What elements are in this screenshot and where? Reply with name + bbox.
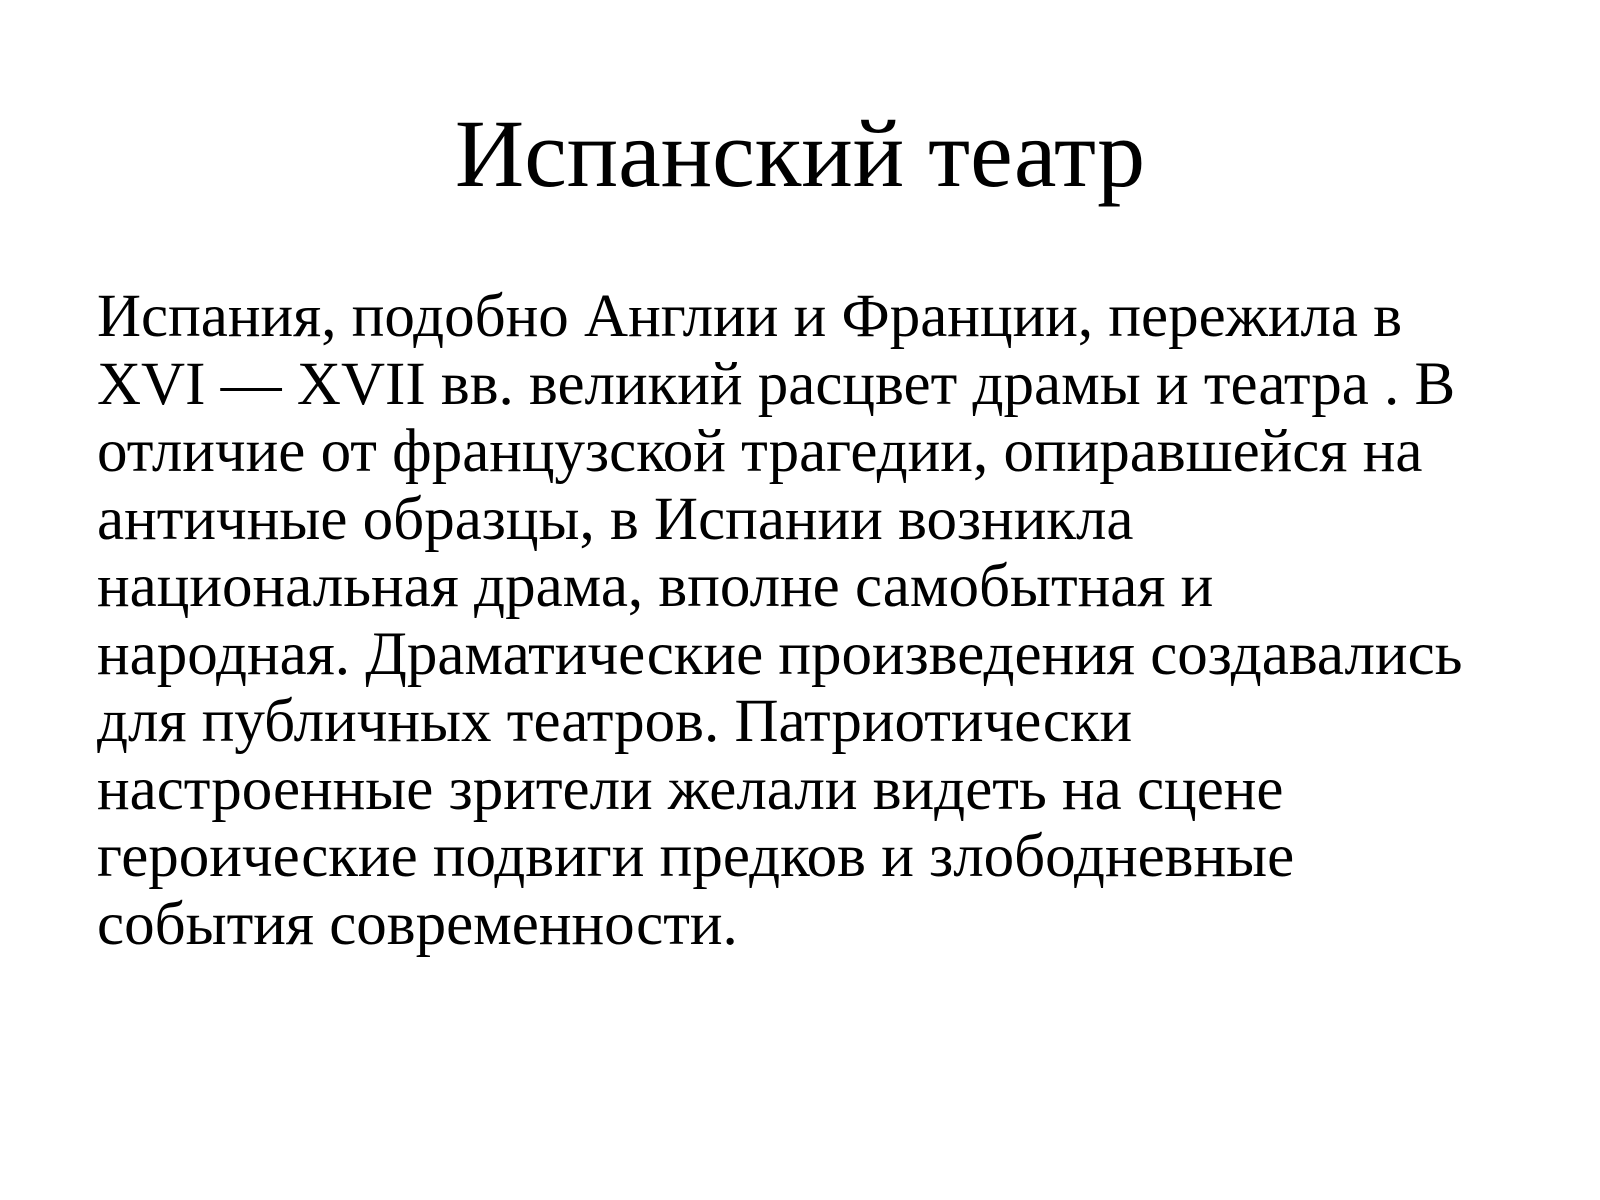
- body-line: античные образцы, в Испании возникла: [97, 485, 1134, 553]
- body-line: для публичных театров. Патриотически: [97, 688, 1133, 755]
- slide-body-text: [97, 283, 1537, 958]
- body-line: события современности.: [97, 890, 738, 958]
- body-line: героические подвиги предков и злободневные: [97, 823, 1295, 890]
- body-line: Испания, подобно Англии и Франции, пережила в: [97, 283, 1403, 350]
- body-line: XVI — XVII вв. великий расцвет драмы и театра . В: [97, 350, 1456, 418]
- body-line: национальная драма, вполне самобытная и: [97, 553, 1214, 620]
- body-line: настроенные зрители желали видеть на сцене: [97, 755, 1284, 823]
- slide-title: Испанский театр: [454, 100, 1146, 207]
- body-line: народная. Драматические произведения создавались: [97, 620, 1463, 688]
- body-line: отличие от французской трагедии, опиравшейся на: [97, 418, 1423, 485]
